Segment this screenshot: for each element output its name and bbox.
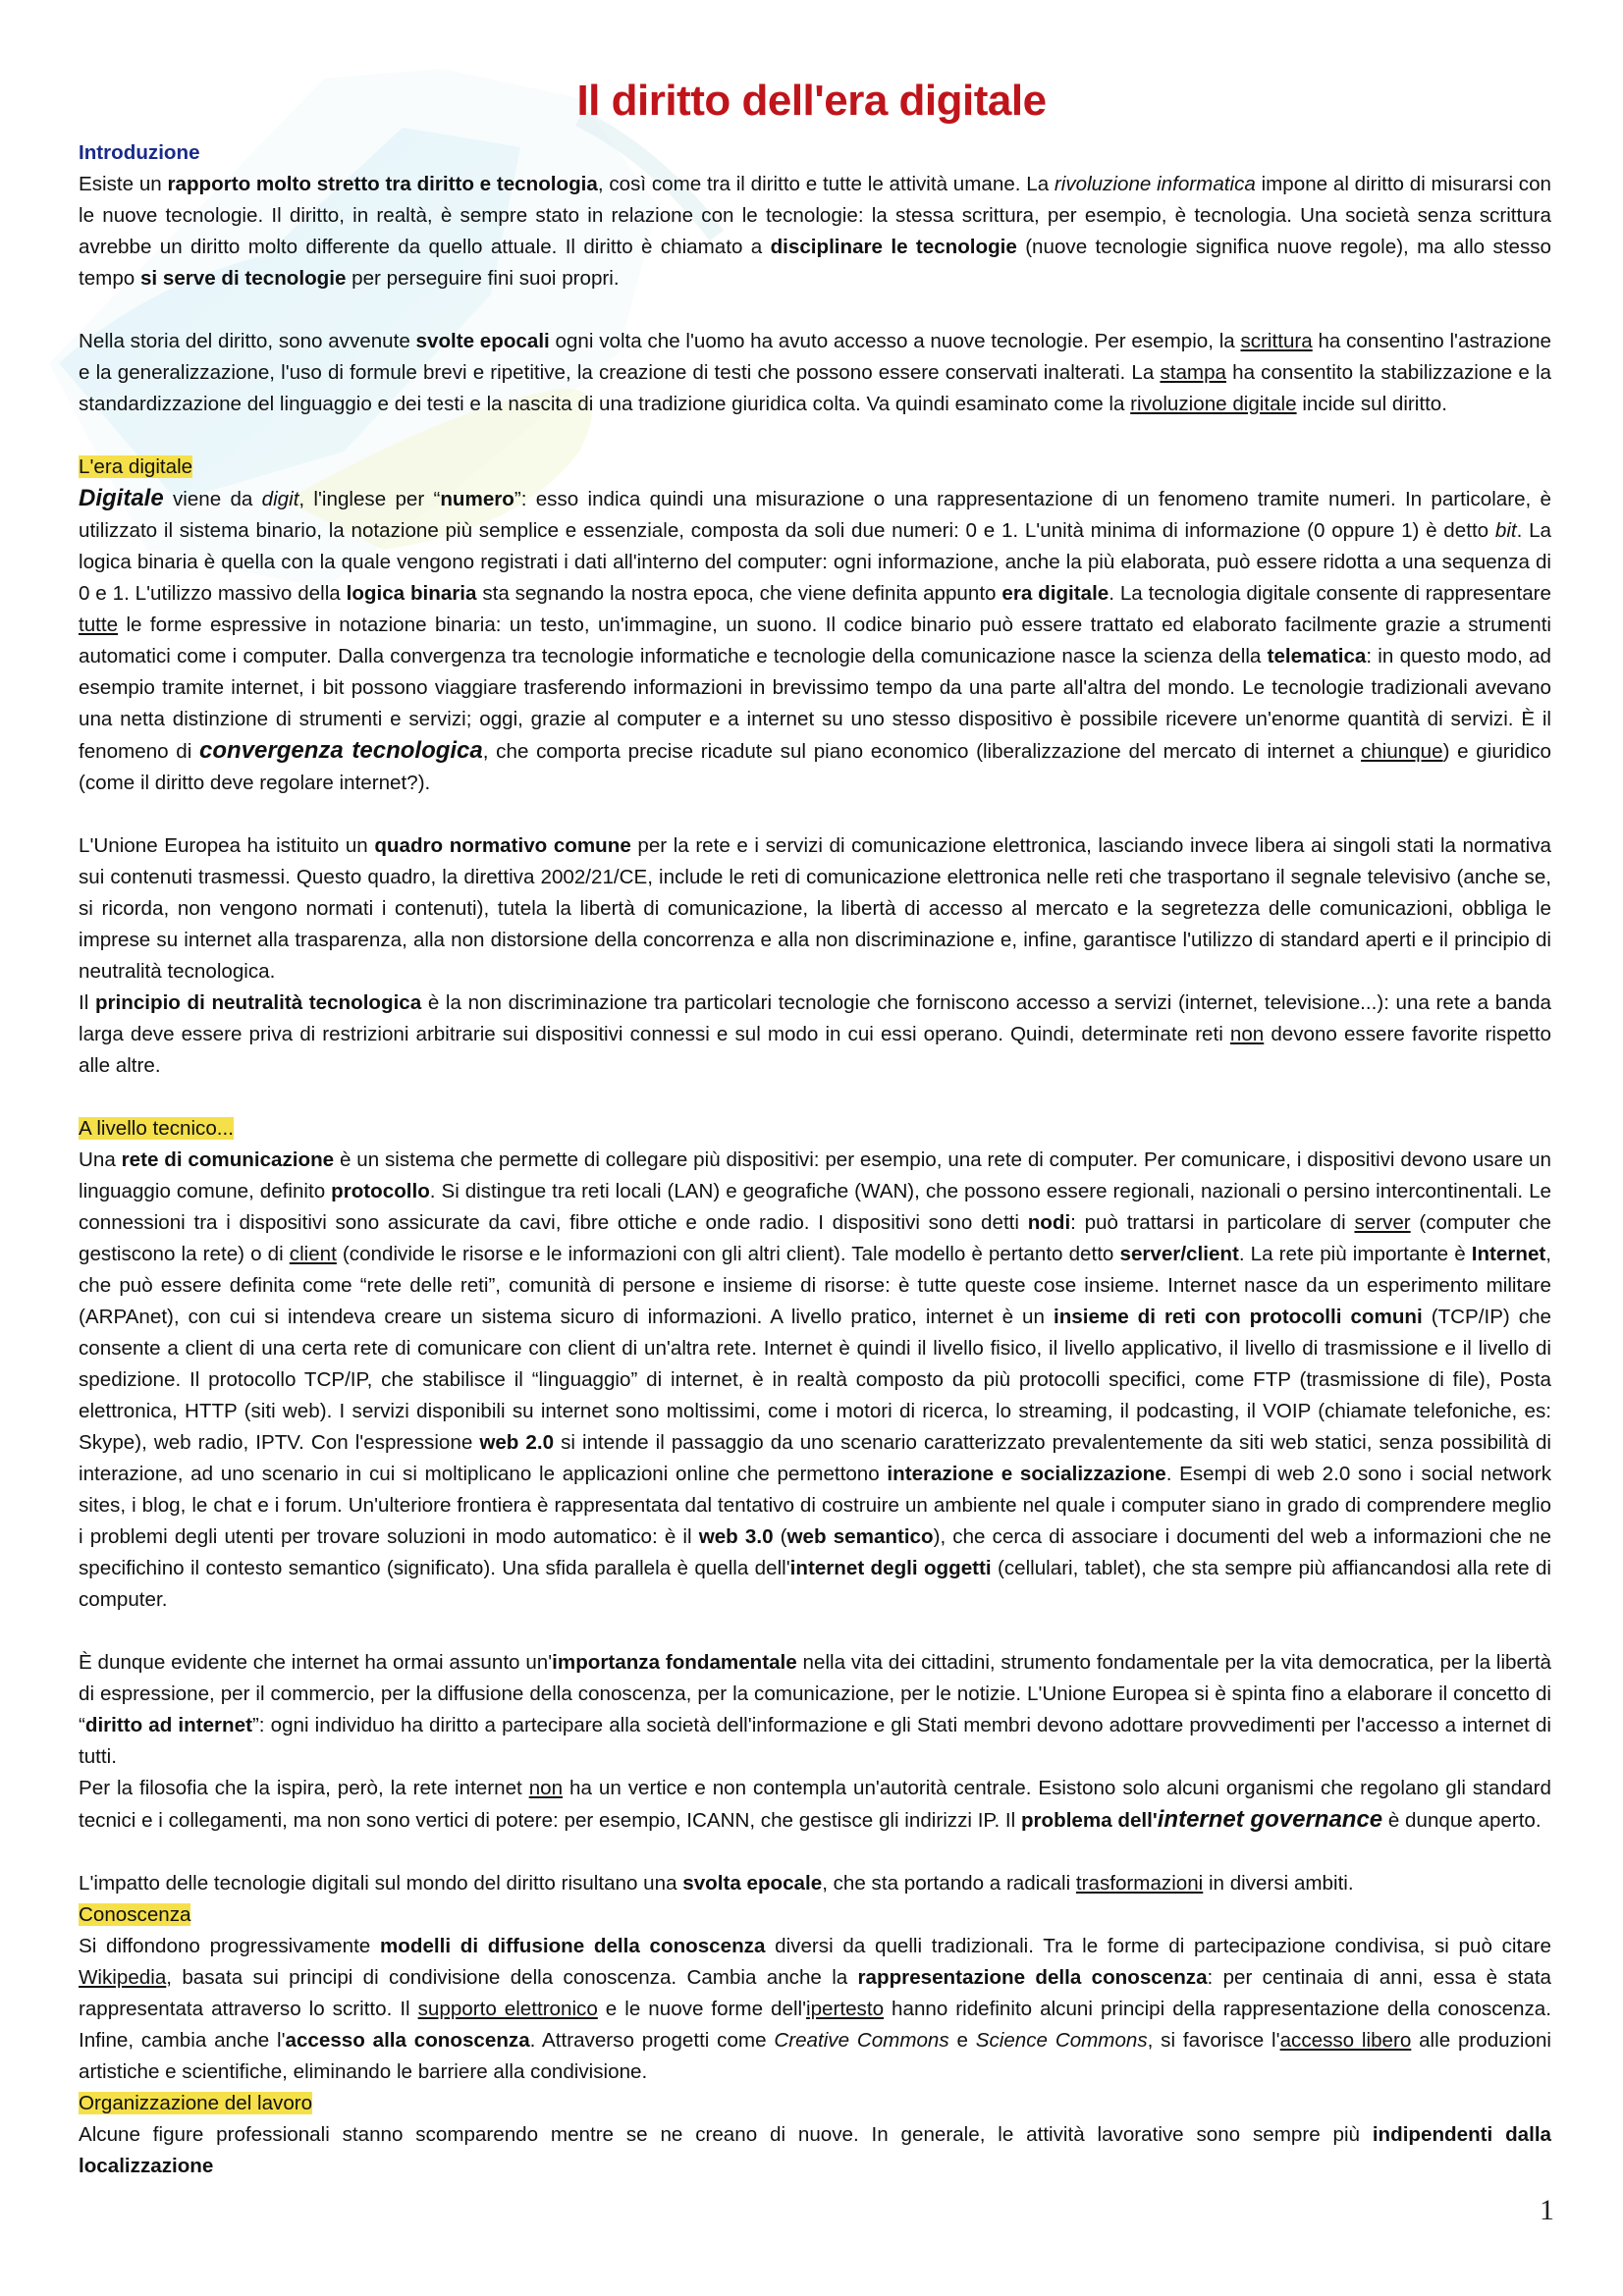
paragraph-conoscenza-1: Si diffondono progressivamente modelli di diffusione della conoscenza diversi da quelli tradizionali. Tra le forme di partecipazione condivisa, si può citare Wikipedia, basata sui principi di condivisione della conoscenza. Cambia anche la rappresentazione della conoscenza: per centinaia di anni, essa è stata rappresentata attraverso lo scritto. Il supporto elettronico e le nuove forme dell'ipertesto hanno ridefinito alcuni principi della rappresentazione della conoscenza. Infine, cambia anche l'accesso alla conoscenza. Attraverso progetti come Creative Commons e Science Commons, si favorisce l'accesso libero alle produzioni artistiche e scientifiche, eliminando le barriere alla condivisione.	[79, 1935, 1551, 2083]
paragraph-tecnico-1: Una rete di comunicazione è un sistema che permette di collegare più dispositivi: per esempio, una rete di computer. Per comunicare, i dispositivi devono usare un linguaggio comune, definito protocollo. Si distingue tra reti locali (LAN) e geografiche (WAN), che possono essere regionali, nazionali o persino intercontinentali. Le connessioni tra i dispositivi sono assicurate da cavi, fibre ottiche e onde radio. I dispositivi sono detti nodi: può trattarsi in particolare di server (computer che gestiscono la rete) o di client (condivide le risorse e le informazioni con gli altri client). Tale modello è pertanto detto server/client. La rete più importante è Internet, che può essere definita come “rete delle reti”, comunità di persone e insieme di risorse: è tutte queste cose insieme. Internet nasce da un esperimento militare (ARPAnet), con cui si intendeva creare un sistema sicuro di informazioni. A livello pratico, internet è un insieme di reti con protocolli comuni (TCP/IP) che consente a client di una certa rete di comunicare con client di un'altra rete. Internet è quindi il livello fisico, il livello applicativo, il livello di trasmissione e il livello di spedizione. Il protocollo TCP/IP, che stabilisce il “linguaggio” di internet, è in realtà composto da più protocolli specifici, come FTP (trasmissione di file), Posta elettronica, HTTP (siti web). I servizi disponibili su internet sono moltissimi, come i motori di ricerca, lo streaming, il podcasting, il VOIP (chiamate telefoniche, es: Skype), web radio, IPTV. Con l'espressione web 2.0 si intende il passaggio da uno scenario caratterizzato prevalentemente da siti web statici, senza possibilità di interazione, ad uno scenario in cui si moltiplicano le applicazioni online che permettono interazione e socializzazione. Esempi di web 2.0 sono i social network sites, i blog, le chat e i forum. Un'ulteriore frontiera è rappresentata dal tentativo di costruire un ambiente nel quale i computer siano in grado di comprendere meglio i problemi degli utenti per trovare soluzioni in modo automatico: è il web 3.0 (web semantico), che cerca di associare i documenti del web a informazioni che ne specifichino il contesto semantico (significato). Una sfida parallela è quella dell'internet degli oggetti (cellulari, tablet), che sta sempre più affiancandosi alla rete di computer.	[79, 1148, 1552, 1611]
paragraph-tecnico-2: È dunque evidente che internet ha ormai assunto un'importanza fondamentale nella vita dei cittadini, strumento fondamentale per la vita democratica, per la libertà di espressione, per il commercio, per la diffusione della conoscenza, per la comunicazione, per le notizie. L'Unione Europea si è spinta fino a elaborare il concetto di “diritto ad internet”: ogni individuo ha diritto a partecipare alla società dell'informazione e gli Stati membri devono adottare provvedimenti per l'accesso a internet di tutti.	[79, 1651, 1552, 1768]
paragraph-intro-2: Nella storia del diritto, sono avvenute svolte epocali ogni volta che l'uomo ha avuto accesso a nuove tecnologie. Per esempio, la scrittura ha consentino l'astrazione e la generalizzazione, l'uso di formule brevi e ripetitive, la creazione di testi che possono essere conservati inalterati. La stampa ha consentito la stabilizzazione e la standardizzazione del linguaggio e dei testi e la nascita di una tradizione giuridica colta. Va quindi esaminato come la rivoluzione digitale incide sul diritto.	[79, 330, 1552, 415]
paragraph-lavoro-1: Alcune figure professionali stanno scomparendo mentre se ne creano di nuove. In generale, le attività lavorative sono sempre più indipendenti dalla localizzazione	[79, 2123, 1552, 2177]
section-heading-conoscenza: Conoscenza	[79, 1903, 191, 1926]
paragraph-intro-1: Esiste un rapporto molto stretto tra diritto e tecnologia, così come tra il diritto e tutte le attività umane. La rivoluzione informatica impone al diritto di misurarsi con le nuove tecnologie. Il diritto, in realtà, è sempre stato in relazione con le tecnologie: la stessa scrittura, per esempio, è tecnologia. Una società senza scrittura avrebbe un diritto molto differente da quello attuale. Il diritto è chiamato a disciplinare le tecnologie (nuove tecnologie significa nuove regole), ma allo stesso tempo si serve di tecnologie per perseguire fini suoi propri.	[79, 173, 1552, 290]
directive-link: direttiva 2002/21/CE	[463, 866, 648, 888]
paragraph-tecnico-3: Per la filosofia che la ispira, però, la rete internet non ha un vertice e non contempla un'autorità centrale. Esistono solo alcuni organismi che regolano gli standard tecnici e i collegamenti, ma non sono vertici di potere: per esempio, ICANN, che gestisce gli indirizzi IP. Il problema dell'internet governance è dunque aperto.	[79, 1777, 1551, 1833]
paragraph-tecnico-4: L'impatto delle tecnologie digitali sul mondo del diritto risultano una svolta epocale, che sta portando a radicali trasformazioni in diversi ambiti.	[79, 1872, 1354, 1895]
section-heading-intro: Introduzione	[79, 141, 200, 164]
document-title: Il diritto dell'era digitale	[576, 77, 1047, 125]
section-heading-era: L'era digitale	[79, 455, 193, 478]
document-body	[79, 137, 1551, 2182]
section-heading-tecnico: A livello tecnico...	[79, 1117, 234, 1140]
paragraph-era-1: Digitale viene da digit, l'inglese per “numero”: esso indica quindi una misurazione o una rappresentazione di un fenomeno tramite numeri. In particolare, è utilizzato il sistema binario, la notazione più semplice e essenziale, composta da soli due numeri: 0 e 1. L'unità minima di informazione (0 oppure 1) è detto bit. La logica binaria è quella con la quale vengono registrati i dati all'interno del computer: ogni informazione, anche la più elaborata, può essere ridotta a una sequenza di 0 e 1. L'utilizzo massivo della logica binaria sta segnando la nostra epoca, che viene definita appunto era digitale. La tecnologia digitale consente di rappresentare tutte le forme espressive in notazione binaria: un testo, un'immagine, un suono. Il codice binario può essere trattato ed elaborato facilmente grazie a strumenti automatici come i computer. Dalla convergenza tra tecnologie informatiche e tecnologie della comunicazione nasce la scienza della telematica: in questo modo, ad esempio tramite internet, i bit possono viaggiare trasferendo informazioni in brevissimo tempo da una parte all'altra del mondo. Le tecnologie tradizionali avevano una netta distinzione di strumenti e servizi; oggi, grazie al computer e a internet su uno stesso dispositivo è possibile ricevere un'enorme quantità di servizi. È il fenomeno di convergenza tecnologica, che comporta precise ricadute sul piano economico (liberalizzazione del mercato di internet a chiunque) e giuridico (come il diritto deve regolare internet?).	[79, 485, 1552, 794]
page-number: 1	[1540, 2194, 1554, 2226]
paragraph-era-2: L'Unione Europea ha istituito un quadro normativo comune per la rete e i servizi di comunicazione elettronica, lasciando invece libera ai singoli stati la normativa sui contenuti trasmessi. Questo quadro, la direttiva 2002/21/CE, include le reti di comunicazione elettronica nelle reti che trasportano il segnale televisivo (anche se, si ricorda, non vengono normati i contenuti), tutela la libertà di comunicazione, la libertà di accesso al mercato e la segretezza delle comunicazioni, obbliga le imprese su internet alla trasparenza, alla non distorsione della concorrenza e alla non discriminazione e, infine, garantisce l'utilizzo di standard aperti e il principio di neutralità tecnologica.	[79, 834, 1551, 983]
section-heading-lavoro: Organizzazione del lavoro	[79, 2092, 313, 2114]
paragraph-era-3: Il principio di neutralità tecnologica è la non discriminazione tra particolari tecnologie che forniscono accesso a servizi (internet, televisione...): una rete a banda larga deve essere priva di restrizioni arbitrarie sui dispositivi connessi e sul modo in cui essi operano. Quindi, determinate reti non devono essere favorite rispetto alle altre.	[79, 991, 1552, 1077]
